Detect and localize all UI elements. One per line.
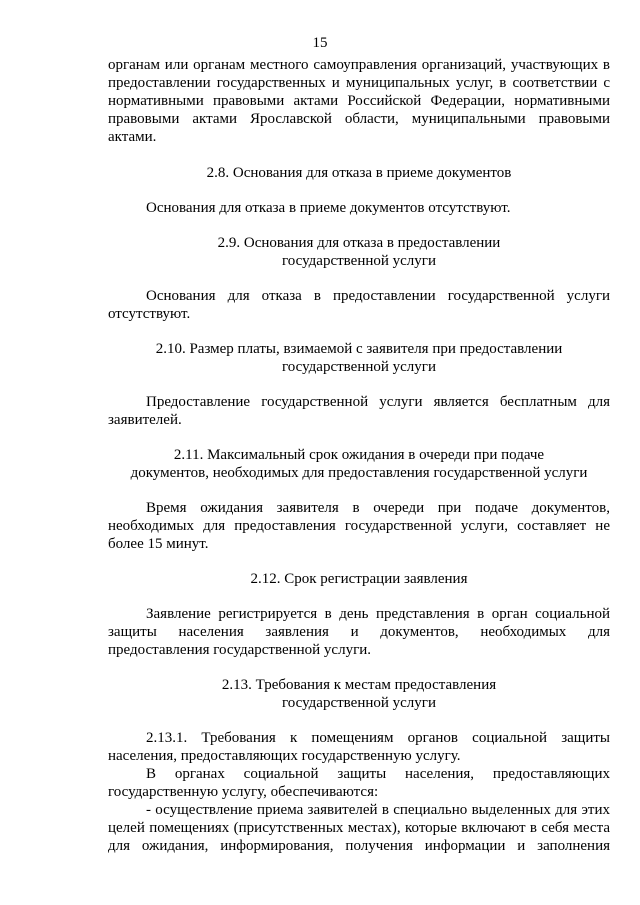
intro-line: нормативными правовыми актами Российской Федерации, нормативными	[108, 93, 610, 109]
section-body-2-9	[108, 287, 610, 323]
heading-line: 2.11. Максимальный срок ожидания в очереди при подаче	[173, 447, 545, 463]
body-line: Основания для отказа в предоставлении государственной услуги	[146, 288, 610, 304]
section-heading-2-9	[108, 234, 610, 270]
section-body-2-8	[108, 199, 610, 217]
body-line: Заявление регистрируется в день представления в орган социальной	[146, 606, 610, 622]
body-line: необходимых для предоставления государственной услуги, составляет не	[108, 518, 610, 534]
body-line: Время ожидания заявителя в очереди при подаче документов,	[146, 500, 610, 516]
body-line: предоставления государственной услуги.	[108, 642, 372, 658]
section-heading-2-13	[108, 676, 610, 712]
heading-line: государственной услуги	[282, 253, 436, 269]
intro-line: предоставлении государственных и муниципальных услуг, в соответствии с	[108, 75, 610, 91]
section-heading-2-10	[108, 340, 610, 376]
body-line: - осуществление приема заявителей в специально выделенных для этих	[146, 802, 610, 818]
body-line: целей помещениях (присутственных местах), которые включают в себя места	[108, 820, 610, 836]
heading-line: 2.9. Основания для отказа в предоставлении	[217, 235, 501, 251]
body-line: населения, предоставляющих государственную услугу.	[108, 748, 461, 764]
heading-line: государственной услуги	[282, 695, 436, 711]
body-line: Предоставление государственной услуги является бесплатным для	[146, 394, 610, 410]
body-line: государственную услугу, обеспечиваются:	[108, 784, 379, 800]
body-line: отсутствуют.	[108, 306, 191, 322]
intro-line: актами.	[108, 129, 157, 145]
body-line: В органах социальной защиты населения, предоставляющих	[146, 766, 610, 782]
section-heading-2-12	[108, 570, 610, 588]
body-line: более 15 минут.	[108, 536, 209, 552]
intro-line: органам или органам местного самоуправления организаций, участвующих в	[108, 57, 610, 73]
heading-line: государственной услуги	[282, 359, 436, 375]
intro-paragraph	[108, 56, 610, 146]
section-body-2-11	[108, 499, 610, 553]
heading-line: документов, необходимых для предоставления государственной услуги	[130, 465, 588, 481]
heading-line: 2.12. Срок регистрации заявления	[250, 571, 468, 587]
section-heading-2-8	[108, 164, 610, 182]
page-content	[108, 56, 610, 855]
heading-line: 2.13. Требования к местам предоставления	[221, 677, 497, 693]
heading-line: 2.8. Основания для отказа в приеме документов	[206, 165, 512, 181]
section-body-2-10	[108, 393, 610, 429]
page-number: 15	[312, 35, 328, 51]
section-body-2-12	[108, 605, 610, 659]
section-body-2-13	[108, 729, 610, 855]
body-line: заявителей.	[108, 412, 182, 428]
body-line: 2.13.1. Требования к помещениям органов социальной защиты	[146, 730, 610, 746]
body-line: для ожидания, информирования, получения информации и заполнения	[108, 838, 610, 854]
heading-line: 2.10. Размер платы, взимаемой с заявителя при предоставлении	[155, 341, 563, 357]
intro-line: правовыми актами Ярославской области, муниципальными правовыми	[108, 111, 610, 127]
section-heading-2-11	[108, 446, 610, 482]
body-line: защиты населения заявления и документов, необходимых для	[108, 624, 610, 640]
body-line: Основания для отказа в приеме документов отсутствуют.	[146, 200, 511, 216]
